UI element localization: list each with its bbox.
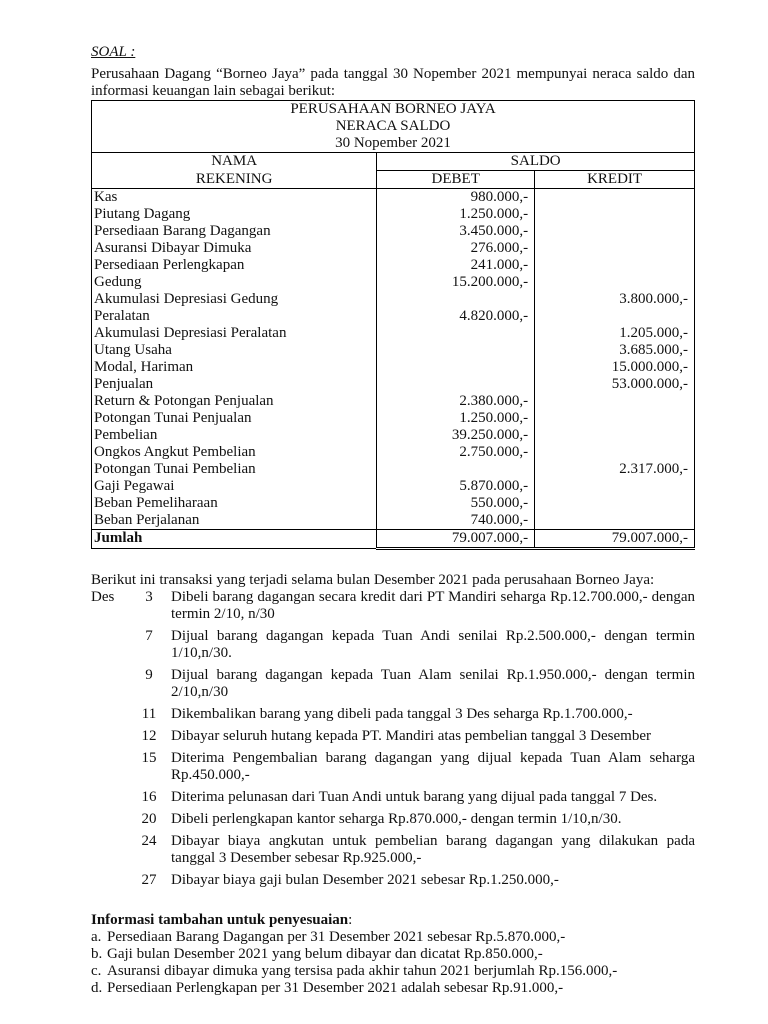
debet-value: 2.750.000,- <box>377 444 535 461</box>
account-name: Piutang Dagang <box>92 206 377 223</box>
account-name: Ongkos Angkut Pembelian <box>92 444 377 461</box>
kredit-value <box>535 512 695 530</box>
account-name: Potongan Tunai Pembelian <box>92 461 377 478</box>
transactions-intro: Berikut ini transaksi yang terjadi selama bulan Desember 2021 pada perusahaan Borneo Jaya: <box>91 572 655 588</box>
account-name: Akumulasi Depresiasi Gedung <box>92 291 377 308</box>
transaction-day: 12 <box>141 728 157 744</box>
debet-value <box>377 342 535 359</box>
info-title-colon: : <box>348 912 353 928</box>
kredit-value <box>535 223 695 240</box>
transaction-day: 3 <box>145 589 153 605</box>
info-item <box>91 963 695 980</box>
transaction-text: Dijual barang dagangan kepada Tuan Andi senilai Rp.2.500.000,- dengan termin 1/10,n/30. <box>171 628 695 661</box>
table-title-date: 30 Nopember 2021 <box>92 135 695 153</box>
info-title-text: Informasi tambahan untuk penyesuaian <box>91 912 349 928</box>
kredit-value <box>535 495 695 512</box>
table-row <box>92 376 695 393</box>
transaction-item <box>91 789 695 806</box>
transaction-item <box>91 728 695 745</box>
transaction-day: 20 <box>141 811 157 827</box>
table-row <box>92 461 695 478</box>
debet-value: 740.000,- <box>377 512 535 530</box>
kredit-value: 15.000.000,- <box>535 359 695 376</box>
transaction-item <box>91 628 695 662</box>
info-text: Asuransi dibayar dimuka yang tersisa pada akhir tahun 2021 berjumlah Rp.156.000,- <box>107 963 618 979</box>
transaction-text: Dibayar biaya gaji bulan Desember 2021 sebesar Rp.1.250.000,- <box>171 872 559 888</box>
table-row <box>92 240 695 257</box>
col-header-debet: DEBET <box>377 171 535 189</box>
table-title-report: NERACA SALDO <box>92 118 695 135</box>
transaction-month <box>91 667 127 701</box>
table-row <box>92 223 695 240</box>
table-row <box>92 206 695 223</box>
transaction-month <box>91 811 127 828</box>
account-name: Persediaan Barang Dagangan <box>92 223 377 240</box>
account-name: Peralatan <box>92 308 377 325</box>
transaction-item <box>91 667 695 701</box>
transaction-text: Dikembalikan barang yang dibeli pada tanggal 3 Des seharga Rp.1.700.000,- <box>171 706 633 722</box>
kredit-value: 1.205.000,- <box>535 325 695 342</box>
table-row <box>92 257 695 274</box>
total-debet: 79.007.000,- <box>377 530 535 549</box>
col-header-kredit: KREDIT <box>535 171 695 189</box>
debet-value: 3.450.000,- <box>377 223 535 240</box>
transaction-month <box>91 833 127 867</box>
table-row <box>92 427 695 444</box>
account-name: Akumulasi Depresiasi Peralatan <box>92 325 377 342</box>
kredit-value: 2.317.000,- <box>535 461 695 478</box>
transaction-text: Dibeli barang dagangan secara kredit dari PT Mandiri seharga Rp.12.700.000,- dengan termin 2/10, n/30 <box>171 589 695 622</box>
transaction-month <box>91 872 127 889</box>
account-name: Penjualan <box>92 376 377 393</box>
table-row <box>92 444 695 461</box>
debet-value: 2.380.000,- <box>377 393 535 410</box>
account-name: Potongan Tunai Penjualan <box>92 410 377 427</box>
trial-balance-table <box>91 100 695 550</box>
kredit-value <box>535 444 695 461</box>
info-letter: a. <box>91 929 102 945</box>
debet-value: 980.000,- <box>377 189 535 207</box>
account-name: Pembelian <box>92 427 377 444</box>
total-kredit: 79.007.000,- <box>535 530 695 549</box>
table-row <box>92 359 695 376</box>
info-text: Persediaan Barang Dagangan per 31 Desember 2021 sebesar Rp.5.870.000,- <box>107 929 566 945</box>
debet-value <box>377 291 535 308</box>
intro-paragraph: Perusahaan Dagang “Borneo Jaya” pada tanggal 30 Nopember 2021 mempunyai neraca saldo dan informasi keuangan lain sebagai berikut: <box>91 66 695 99</box>
kredit-value <box>535 206 695 223</box>
table-row <box>92 478 695 495</box>
transaction-day: 9 <box>145 667 153 683</box>
transaction-item <box>91 833 695 867</box>
kredit-value <box>535 240 695 257</box>
debet-value <box>377 461 535 478</box>
debet-value: 4.820.000,- <box>377 308 535 325</box>
debet-value: 39.250.000,- <box>377 427 535 444</box>
table-row <box>92 274 695 291</box>
info-list <box>91 929 695 997</box>
kredit-value: 3.800.000,- <box>535 291 695 308</box>
kredit-value <box>535 393 695 410</box>
col-header-nama: NAMA <box>92 153 377 171</box>
info-letter: c. <box>91 963 102 979</box>
debet-value: 276.000,- <box>377 240 535 257</box>
account-name: Modal, Hariman <box>92 359 377 376</box>
transaction-month <box>91 628 127 662</box>
heading-soal: SOAL : <box>91 44 136 60</box>
info-letter: b. <box>91 946 103 962</box>
document-page <box>91 44 695 997</box>
info-text: Persediaan Perlengkapan per 31 Desember 2021 adalah sebesar Rp.91.000,- <box>107 980 564 996</box>
account-name: Gaji Pegawai <box>92 478 377 495</box>
table-row <box>92 291 695 308</box>
kredit-value: 53.000.000,- <box>535 376 695 393</box>
debet-value <box>377 376 535 393</box>
table-row <box>92 512 695 530</box>
kredit-value <box>535 274 695 291</box>
account-name: Asuransi Dibayar Dimuka <box>92 240 377 257</box>
account-name: Beban Perjalanan <box>92 512 377 530</box>
account-name: Kas <box>92 189 377 207</box>
transaction-day: 11 <box>141 706 157 722</box>
table-row <box>92 189 695 207</box>
transaction-text: Diterima pelunasan dari Tuan Andi untuk barang yang dijual pada tanggal 7 Des. <box>171 789 658 805</box>
table-row <box>92 410 695 427</box>
info-item <box>91 929 695 946</box>
total-label: Jumlah <box>92 530 377 549</box>
debet-value: 1.250.000,- <box>377 410 535 427</box>
transaction-item <box>91 706 695 723</box>
account-name: Beban Pemeliharaan <box>92 495 377 512</box>
transaction-day: 27 <box>141 872 157 888</box>
account-name: Gedung <box>92 274 377 291</box>
info-letter: d. <box>91 980 103 996</box>
debet-value: 550.000,- <box>377 495 535 512</box>
col-header-rekening: REKENING <box>92 171 377 189</box>
transaction-text: Dijual barang dagangan kepada Tuan Alam senilai Rp.1.950.000,- dengan termin 2/10,n/30 <box>171 667 695 700</box>
debet-value: 1.250.000,- <box>377 206 535 223</box>
transaction-text: Dibayar biaya angkutan untuk pembelian barang dagangan yang dilakukan pada tanggal 3 Desember sebesar Rp.925.000,- <box>171 833 695 866</box>
transaction-item <box>91 589 695 623</box>
account-name: Persediaan Perlengkapan <box>92 257 377 274</box>
kredit-value: 3.685.000,- <box>535 342 695 359</box>
kredit-value <box>535 308 695 325</box>
kredit-value <box>535 257 695 274</box>
debet-value <box>377 359 535 376</box>
transaction-month <box>91 728 127 745</box>
transaction-month <box>91 706 127 723</box>
kredit-value <box>535 410 695 427</box>
table-row <box>92 342 695 359</box>
table-row <box>92 308 695 325</box>
account-name: Return & Potongan Penjualan <box>92 393 377 410</box>
transaction-day: 15 <box>141 750 157 766</box>
col-header-saldo: SALDO <box>377 153 695 171</box>
transaction-month <box>91 750 127 784</box>
transaction-text: Diterima Pengembalian barang dagangan yang dijual kepada Tuan Alam seharga Rp.450.000,- <box>171 750 695 783</box>
info-text: Gaji bulan Desember 2021 yang belum dibayar dan dicatat Rp.850.000,- <box>107 946 543 962</box>
debet-value: 5.870.000,- <box>377 478 535 495</box>
kredit-value <box>535 427 695 444</box>
transaction-text: Dibeli perlengkapan kantor seharga Rp.870.000,- dengan termin 1/10,n/30. <box>171 811 622 827</box>
transactions-list <box>91 589 695 894</box>
table-title-company: PERUSAHAAN BORNEO JAYA <box>92 101 695 119</box>
table-row <box>92 495 695 512</box>
debet-value <box>377 325 535 342</box>
table-row <box>92 393 695 410</box>
transaction-day: 16 <box>141 789 157 805</box>
info-item <box>91 946 695 963</box>
kredit-value <box>535 189 695 207</box>
account-name: Utang Usaha <box>92 342 377 359</box>
transaction-item <box>91 811 695 828</box>
transaction-day: 24 <box>141 833 157 849</box>
transaction-item <box>91 872 695 889</box>
transaction-day: 7 <box>145 628 153 644</box>
transaction-month: Des <box>91 589 115 605</box>
transaction-month <box>91 789 127 806</box>
kredit-value <box>535 478 695 495</box>
info-title <box>91 912 695 929</box>
transaction-item <box>91 750 695 784</box>
debet-value: 241.000,- <box>377 257 535 274</box>
debet-value: 15.200.000,- <box>377 274 535 291</box>
info-item <box>91 980 695 997</box>
transaction-text: Dibayar seluruh hutang kepada PT. Mandiri atas pembelian tanggal 3 Desember <box>171 728 651 744</box>
table-row <box>92 325 695 342</box>
total-row <box>92 530 695 549</box>
